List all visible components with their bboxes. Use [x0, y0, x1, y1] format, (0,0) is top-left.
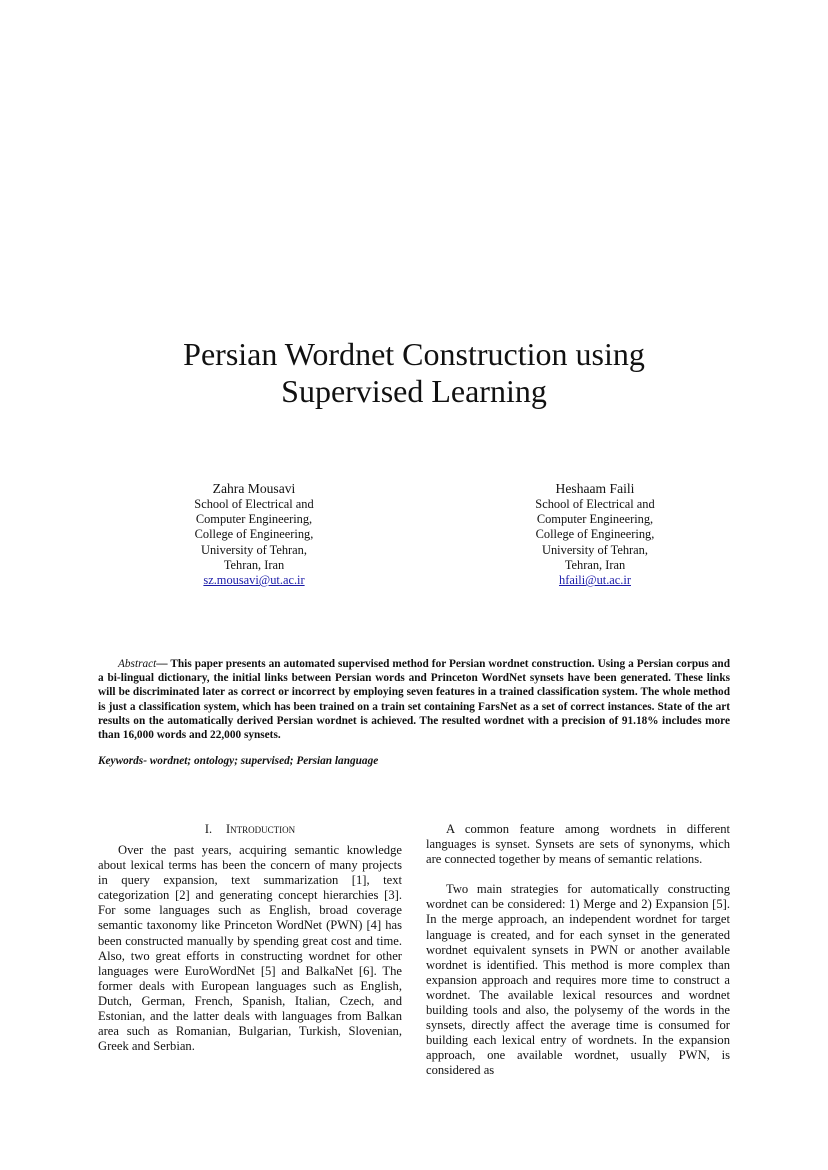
- author-name: Heshaam Faili: [555, 481, 635, 496]
- paper-title: [90, 336, 738, 410]
- abstract-lead: Abstract: [118, 658, 157, 670]
- paper-title-line-2: Supervised Learning: [281, 373, 547, 409]
- author-block-2: [495, 480, 695, 588]
- body-paragraph: Two main strategies for automatically constructing wordnet can be considered: 1) Merge and 2) Expansion [5]. In the merge approach, an independent wordnet for target language is created, and for each synset in the generated wordnet equivalent synsets in PWN or another available wordnet is identified. This method is more complex than expansion approach and requires more time to construct a wordnet. The available lexical resources and wordnet building tools and also, the polysemy of the words in the synsets, directly affect the average time is consumed for building each lexical entry of wordnets. In the expansion approach, one available wordnet, usually PWN, is considered as: [426, 882, 730, 1078]
- abstract-text: This paper presents an automated supervised method for Persian wordnet construction. Using a Persian corpus and a bi-lingual dictionary, the initial links between Persian words and Princeton WordNet synsets have been generated. These links will be discriminated later as correct or incorrect by employing seven features in a trained classification system. The whole method is just a classification system, which has been trained on a train set containing FarsNet as a set of correct instances. State of the art results on the automatically derived Persian wordnet is achieved. The resulted wordnet with a precision of 91.18% includes more than 16,000 words and 22,000 synsets.: [98, 658, 730, 742]
- abstract: [98, 657, 730, 742]
- author-affiliation-line: Computer Engineering,: [195, 512, 313, 527]
- author-affiliation-line: Computer Engineering,: [536, 512, 654, 527]
- paper-title-line-1: Persian Wordnet Construction using: [183, 336, 645, 372]
- author-email-link[interactable]: sz.mousavi@ut.ac.ir: [203, 573, 305, 588]
- author-affiliation-line: University of Tehran,: [201, 542, 307, 557]
- author-block-1: [154, 480, 354, 588]
- section-number: I.: [204, 822, 213, 836]
- abstract-dash: —: [156, 658, 168, 670]
- keywords: Keywords- wordnet; ontology; supervised; Persian language: [98, 755, 379, 767]
- author-affiliation-line: Tehran, Iran: [223, 557, 285, 572]
- right-column: [426, 822, 730, 1079]
- author-affiliation-line: School of Electrical and: [535, 497, 655, 511]
- author-affiliation-line: College of Engineering,: [535, 527, 655, 542]
- author-email-link[interactable]: hfaili@ut.ac.ir: [559, 573, 631, 588]
- author-affiliation-line: College of Engineering,: [194, 527, 314, 542]
- body-paragraph: A common feature among wordnets in different languages is synset. Synsets are sets of synonyms, which are connected together by means of semantic relations.: [426, 822, 730, 867]
- left-column: [98, 822, 402, 1054]
- section-title: Introduction: [226, 822, 296, 836]
- author-affiliation-line: School of Electrical and: [194, 497, 314, 511]
- section-heading: [98, 822, 402, 837]
- author-affiliation-line: University of Tehran,: [542, 542, 648, 557]
- author-name: Zahra Mousavi: [212, 481, 296, 496]
- body-paragraph: Over the past years, acquiring semantic knowledge about lexical terms has been the concern of many projects in query expansion, text summarization [1], text categorization [2] and generating concept hierarchies [3]. For some languages such as English, broad coverage semantic taxonomy like Princeton WordNet (PWN) [4] has been constructed manually by spending great cost and time. Also, two great efforts in constructing wordnet for other languages were EuroWordNet [5] and BalkaNet [6]. The former deals with European languages such as English, Dutch, German, French, Spanish, Italian, Czech, and Estonian, and the latter deals with languages from Balkan area such as Romanian, Bulgarian, Turkish, Slovenian, Greek and Serbian.: [98, 843, 402, 1054]
- author-affiliation-line: Tehran, Iran: [564, 557, 626, 572]
